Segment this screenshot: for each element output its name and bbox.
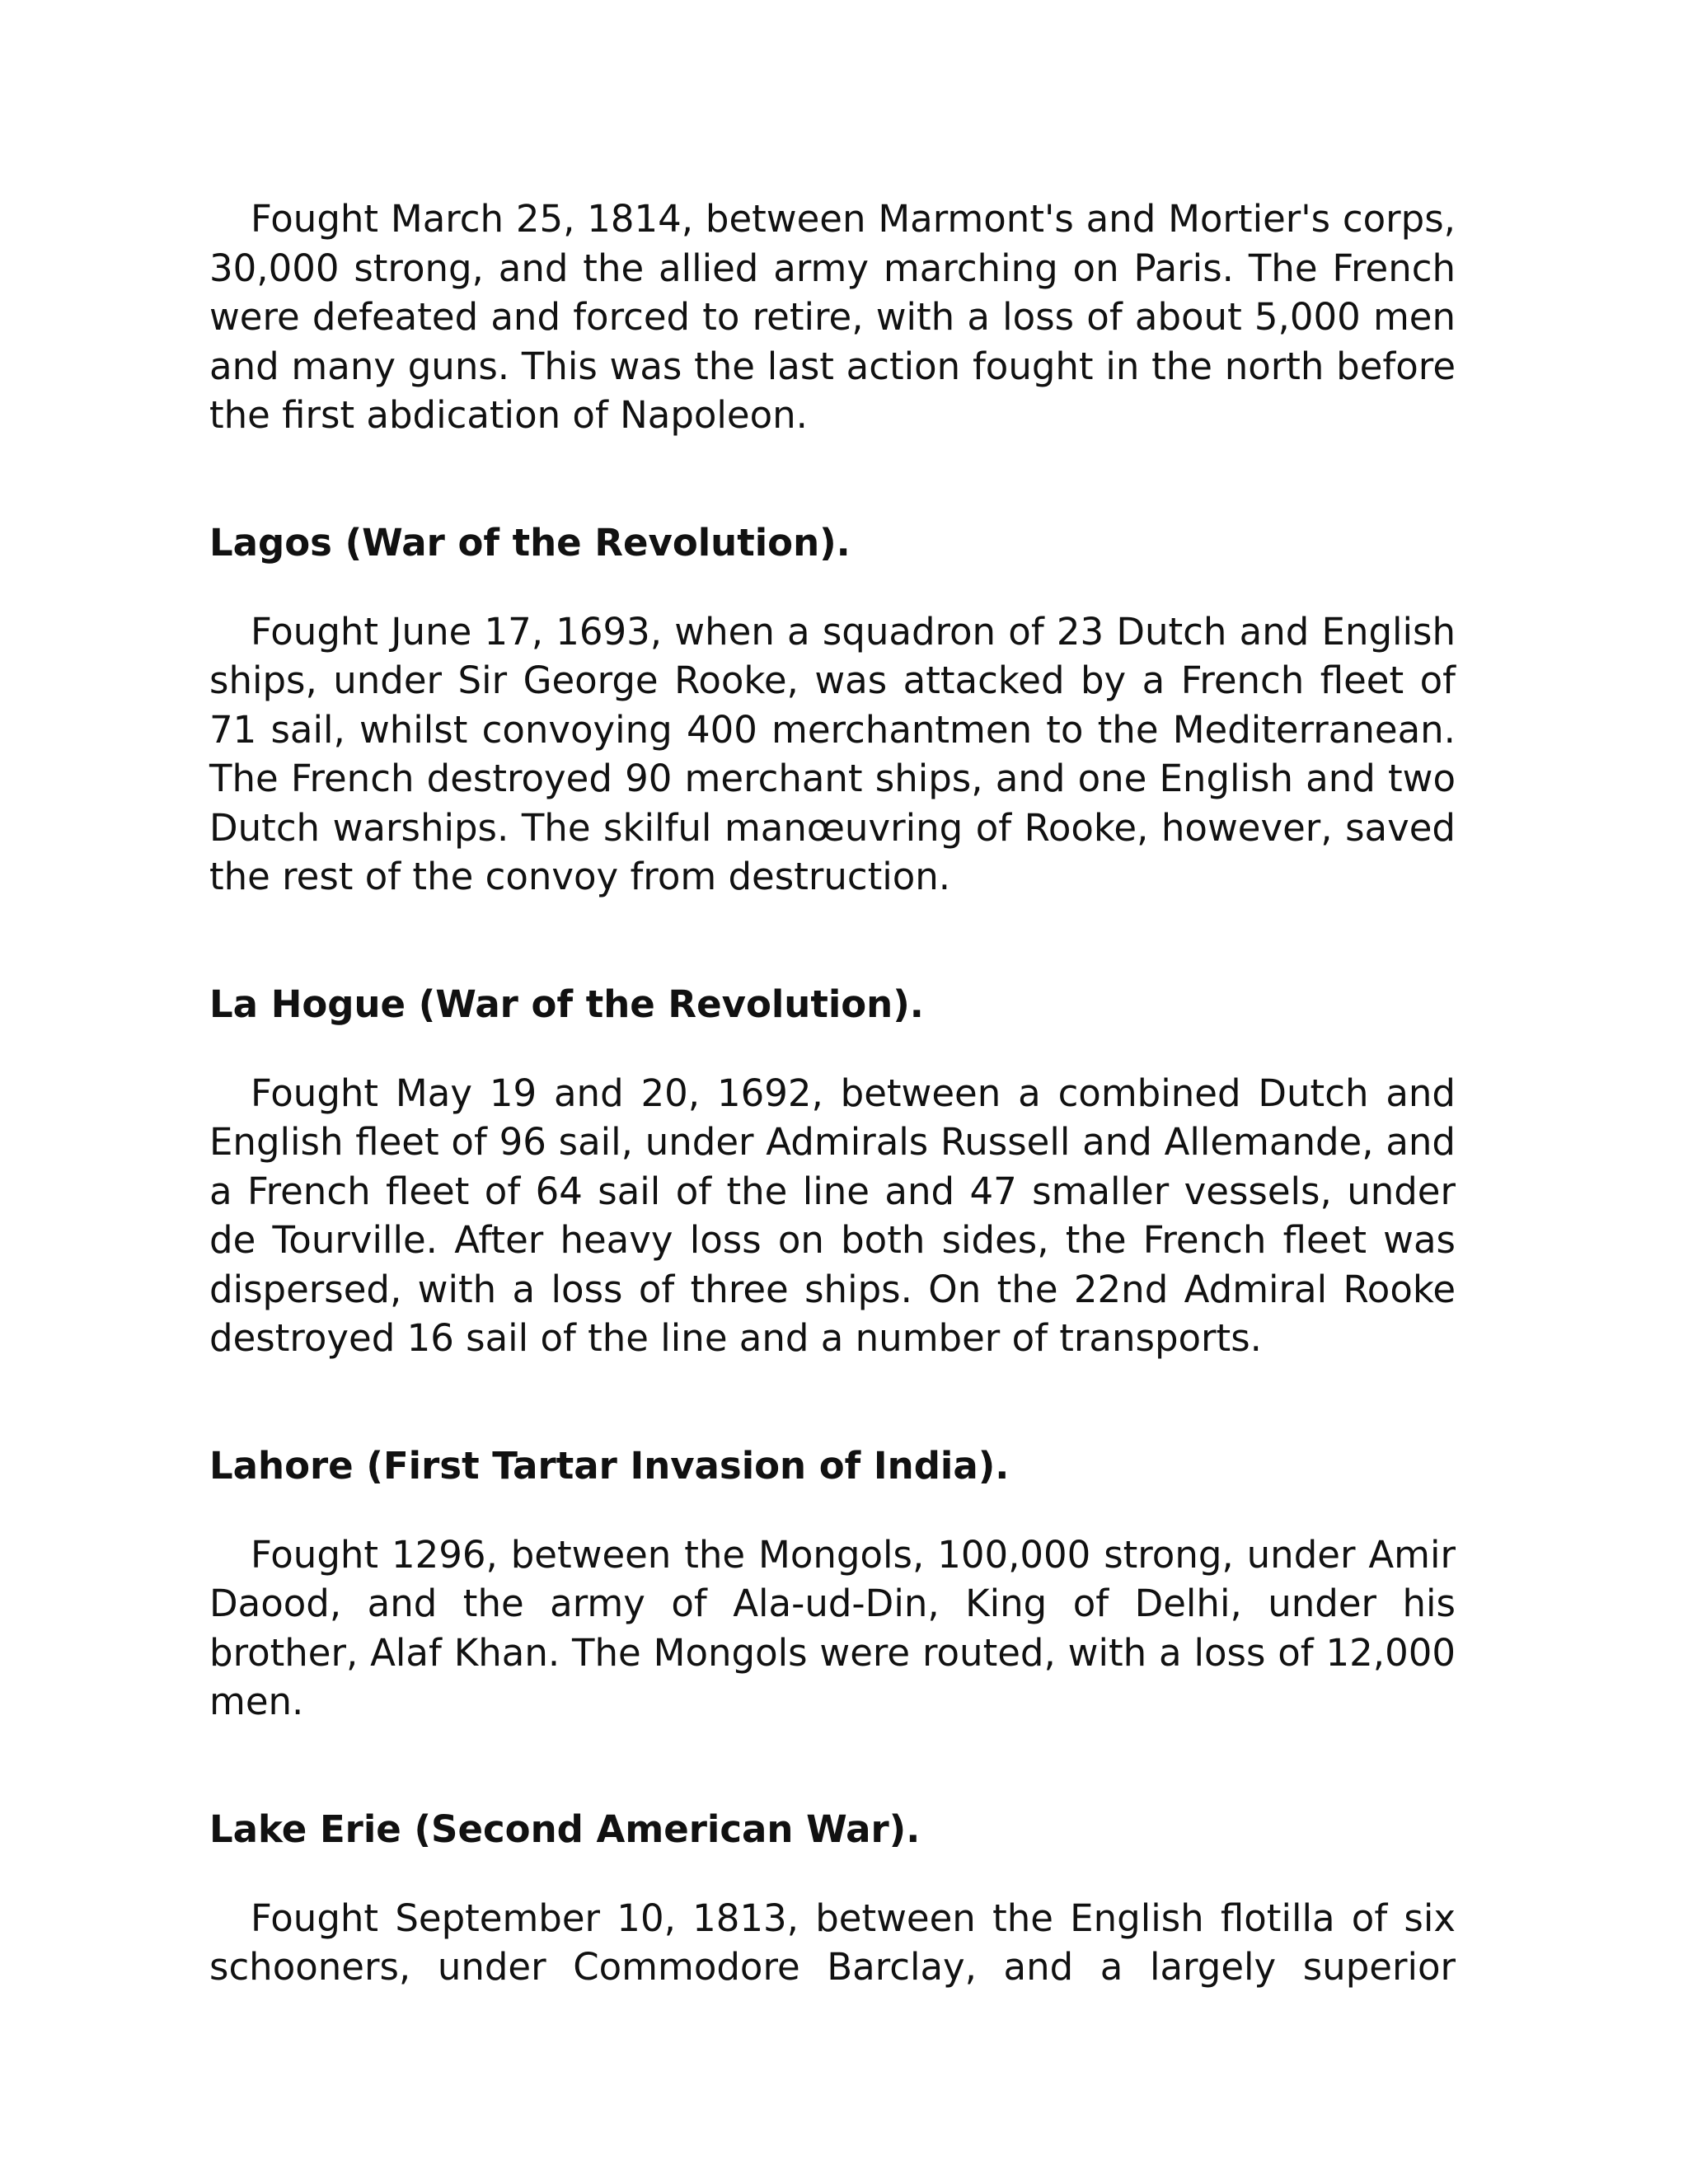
entry-paragraph-lake-erie: Fought September 10, 1813, between the English flotilla of six schooners, under Commodore Barclay, and a largely superior	[209, 1896, 1456, 1989]
document-page	[209, 194, 1456, 1992]
entry-heading-lahore: Lahore (First Tartar Invasion of India).	[209, 1443, 1010, 1488]
entry-paragraph-lahore: Fought 1296, between the Mongols, 100,000 strong, under Amir Daood, and the army of Ala-ud-Din, King of Delhi, under his brother, Alaf Khan. The Mongols were routed, with a loss of 12,000 men.	[209, 1532, 1456, 1723]
entry-paragraph-lafere: Fought March 25, 1814, between Marmont's and Mortier's corps, 30,000 strong, and the allied army marching on Paris. The French were defeated and forced to retire, with a loss of about 5,000 men and many guns. This was the last action fought in the north before the first abdication of Napoleon.	[209, 197, 1456, 437]
entry-paragraph-la-hogue: Fought May 19 and 20, 1692, between a combined Dutch and English fleet of 96 sail, under Admirals Russell and Allemande, and a French fleet of 64 sail of the line and 47 smaller vessels, under de Tourville. After heavy loss on both sides, the French fleet was dispersed, with a loss of three ships. On the 22nd Admiral Rooke destroyed 16 sail of the line and a number of transports.	[209, 1071, 1456, 1360]
entry-heading-lagos: Lagos (War of the Revolution).	[209, 520, 851, 565]
entry-heading-la-hogue: La Hogue (War of the Revolution).	[209, 982, 924, 1026]
entry-heading-lake-erie: Lake Erie (Second American War).	[209, 1807, 921, 1851]
entry-paragraph-lagos: Fought June 17, 1693, when a squadron of 23 Dutch and English ships, under Sir George Rooke, was attacked by a French fleet of 71 sail, whilst convoying 400 merchantmen to the Mediterranean. The French destroyed 90 merchant ships, and one English and two Dutch warships. The skilful manœuvring of Rooke, however, saved the rest of the convoy from destruction.	[209, 609, 1456, 898]
